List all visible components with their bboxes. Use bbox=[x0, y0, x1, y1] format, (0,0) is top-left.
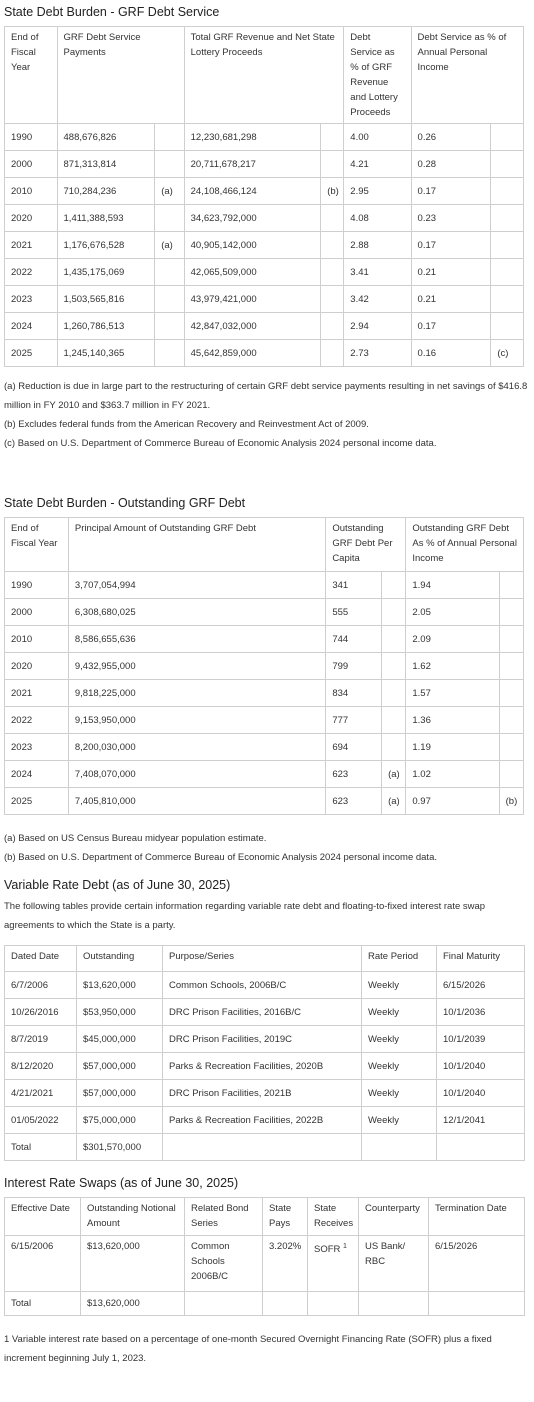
table-cell bbox=[321, 340, 344, 367]
table-cell: 871,313,814 bbox=[57, 151, 155, 178]
note-c: (c) Based on U.S. Department of Commerce Bureau of Economic Analysis 2024 personal income data. bbox=[4, 438, 437, 449]
table-cell bbox=[499, 626, 523, 653]
table-cell: 2000 bbox=[5, 151, 58, 178]
table-cell: 555 bbox=[326, 599, 382, 626]
table-cell: 20,711,678,217 bbox=[184, 151, 321, 178]
table-cell bbox=[155, 124, 184, 151]
table-cell bbox=[499, 680, 523, 707]
swaps-title: Interest Rate Swaps (as of June 30, 2025) bbox=[4, 1176, 239, 1190]
table-cell: 2024 bbox=[5, 761, 69, 788]
table-cell: 2024 bbox=[5, 313, 58, 340]
cell-termination-date: 6/15/2026 bbox=[429, 1236, 525, 1292]
table-cell bbox=[499, 707, 523, 734]
debt-service-notes bbox=[4, 377, 530, 453]
table-cell: $13,620,000 bbox=[77, 972, 163, 999]
table-cell: $45,000,000 bbox=[77, 1026, 163, 1053]
table-cell bbox=[491, 286, 524, 313]
table-cell: 2.95 bbox=[344, 178, 411, 205]
table-cell: 694 bbox=[326, 734, 382, 761]
header-fiscal-year: End of Fiscal Year bbox=[5, 518, 69, 572]
table-cell: 2022 bbox=[5, 707, 69, 734]
table-cell bbox=[491, 259, 524, 286]
table-cell: 2010 bbox=[5, 626, 69, 653]
cell-state-pays: 3.202% bbox=[263, 1236, 308, 1292]
table-cell: 10/1/2040 bbox=[437, 1053, 525, 1080]
table-cell: (c) bbox=[491, 340, 524, 367]
table-cell: 4.00 bbox=[344, 124, 411, 151]
header-effective-date: Effective Date bbox=[5, 1198, 81, 1236]
table-cell: 42,065,509,000 bbox=[184, 259, 321, 286]
table-row bbox=[5, 1134, 525, 1161]
table-cell: Weekly bbox=[362, 1080, 437, 1107]
table-cell bbox=[382, 626, 406, 653]
table-cell bbox=[499, 599, 523, 626]
header-principal: Principal Amount of Outstanding GRF Debt bbox=[68, 518, 325, 572]
table-cell bbox=[382, 680, 406, 707]
table-cell: 2021 bbox=[5, 232, 58, 259]
table-cell: 1.02 bbox=[406, 761, 499, 788]
table-cell: $301,570,000 bbox=[77, 1134, 163, 1161]
table-cell bbox=[155, 205, 184, 232]
table-cell bbox=[321, 151, 344, 178]
outstanding-title: State Debt Burden - Outstanding GRF Debt bbox=[4, 496, 246, 510]
table-row bbox=[5, 680, 524, 707]
table-cell: (a) bbox=[382, 761, 406, 788]
header-outstanding: Outstanding bbox=[77, 946, 163, 972]
outstanding-notes bbox=[4, 829, 530, 867]
note-b: (b) Based on U.S. Department of Commerce Bureau of Economic Analysis 2024 personal income data. bbox=[4, 852, 437, 863]
table-row bbox=[5, 653, 524, 680]
table-cell: 341 bbox=[326, 572, 382, 599]
table-cell: 1.57 bbox=[406, 680, 499, 707]
debt-service-header-row bbox=[5, 27, 524, 124]
header-fiscal-year: End of Fiscal Year bbox=[5, 27, 58, 124]
table-cell: 834 bbox=[326, 680, 382, 707]
table-cell bbox=[382, 734, 406, 761]
table-row bbox=[5, 972, 525, 999]
table-cell bbox=[499, 734, 523, 761]
table-cell: 0.17 bbox=[411, 178, 491, 205]
table-cell bbox=[382, 653, 406, 680]
cell-total-label: Total bbox=[5, 1292, 81, 1316]
table-row bbox=[5, 626, 524, 653]
table-cell: Parks & Recreation Facilities, 2022B bbox=[163, 1107, 362, 1134]
table-cell: 12/1/2041 bbox=[437, 1107, 525, 1134]
table-cell bbox=[491, 232, 524, 259]
table-cell: 2020 bbox=[5, 653, 69, 680]
cell-total-notional: $13,620,000 bbox=[81, 1292, 185, 1316]
table-cell: 2025 bbox=[5, 788, 69, 815]
table-cell: (b) bbox=[321, 178, 344, 205]
table-cell bbox=[321, 124, 344, 151]
table-cell: 0.21 bbox=[411, 286, 491, 313]
table-cell: 1.94 bbox=[406, 572, 499, 599]
swaps-footnote: 1 Variable interest rate based on a percentage of one-month Secured Overnight Financing Rate (SOFR) plus a fixed increment beginning July 1, 2023. bbox=[4, 1334, 492, 1364]
table-cell: 3,707,054,994 bbox=[68, 572, 325, 599]
table-cell: 0.26 bbox=[411, 124, 491, 151]
table-cell: Common Schools, 2006B/C bbox=[163, 972, 362, 999]
table-cell: 3.41 bbox=[344, 259, 411, 286]
table-row bbox=[5, 761, 524, 788]
header-counterparty: Counterparty bbox=[359, 1198, 429, 1236]
header-pct-income: Outstanding GRF Debt As % of Annual Personal Income bbox=[406, 518, 524, 572]
table-cell bbox=[155, 259, 184, 286]
cell-effective-date: 6/15/2006 bbox=[5, 1236, 81, 1292]
header-dated-date: Dated Date bbox=[5, 946, 77, 972]
table-cell: 9,432,955,000 bbox=[68, 653, 325, 680]
table-cell: 1.36 bbox=[406, 707, 499, 734]
table-cell: 2.94 bbox=[344, 313, 411, 340]
table-row bbox=[5, 707, 524, 734]
table-cell bbox=[155, 313, 184, 340]
table-cell: 43,979,421,000 bbox=[184, 286, 321, 313]
table-cell: 42,847,032,000 bbox=[184, 313, 321, 340]
footnote-marker: 1 bbox=[343, 1243, 347, 1250]
debt-service-table bbox=[4, 26, 524, 367]
swaps-table bbox=[4, 1197, 525, 1316]
table-cell: 0.16 bbox=[411, 340, 491, 367]
table-cell bbox=[155, 151, 184, 178]
table-cell: Parks & Recreation Facilities, 2020B bbox=[163, 1053, 362, 1080]
table-cell: 0.97 bbox=[406, 788, 499, 815]
table-cell: 8,200,030,000 bbox=[68, 734, 325, 761]
table-cell: 10/1/2039 bbox=[437, 1026, 525, 1053]
table-cell: 7,408,070,000 bbox=[68, 761, 325, 788]
table-cell: 10/26/2016 bbox=[5, 999, 77, 1026]
table-cell: 10/1/2036 bbox=[437, 999, 525, 1026]
header-termination-date: Termination Date bbox=[429, 1198, 525, 1236]
table-cell: DRC Prison Facilities, 2016B/C bbox=[163, 999, 362, 1026]
table-cell bbox=[491, 151, 524, 178]
table-cell: 01/05/2022 bbox=[5, 1107, 77, 1134]
table-cell: 6,308,680,025 bbox=[68, 599, 325, 626]
table-row bbox=[5, 788, 524, 815]
variable-rate-table bbox=[4, 945, 525, 1161]
table-cell: Weekly bbox=[362, 1053, 437, 1080]
table-cell bbox=[382, 707, 406, 734]
table-cell: 2023 bbox=[5, 286, 58, 313]
table-row bbox=[5, 124, 524, 151]
table-cell: 8/7/2019 bbox=[5, 1026, 77, 1053]
table-cell: $57,000,000 bbox=[77, 1080, 163, 1107]
header-purpose-series: Purpose/Series bbox=[163, 946, 362, 972]
table-row bbox=[5, 1080, 525, 1107]
header-notional: Outstanding Notional Amount bbox=[81, 1198, 185, 1236]
table-cell: 8,586,655,636 bbox=[68, 626, 325, 653]
table-cell: 0.23 bbox=[411, 205, 491, 232]
table-cell: 1,260,786,513 bbox=[57, 313, 155, 340]
table-row bbox=[5, 205, 524, 232]
table-cell: (a) bbox=[382, 788, 406, 815]
swaps-header-row bbox=[5, 1198, 525, 1236]
table-cell bbox=[321, 232, 344, 259]
table-cell: 2025 bbox=[5, 340, 58, 367]
table-cell: Weekly bbox=[362, 972, 437, 999]
table-cell bbox=[362, 1134, 437, 1161]
table-row bbox=[5, 178, 524, 205]
table-cell: Total bbox=[5, 1134, 77, 1161]
table-cell: $57,000,000 bbox=[77, 1053, 163, 1080]
table-cell: $75,000,000 bbox=[77, 1107, 163, 1134]
table-cell bbox=[499, 572, 523, 599]
table-cell: (a) bbox=[155, 232, 184, 259]
table-cell: 8/12/2020 bbox=[5, 1053, 77, 1080]
variable-rate-title: Variable Rate Debt (as of June 30, 2025) bbox=[4, 878, 231, 892]
cell-counterparty: US Bank/ RBC bbox=[359, 1236, 429, 1292]
table-cell: (b) bbox=[499, 788, 523, 815]
table-cell bbox=[499, 761, 523, 788]
table-cell: 12,230,681,298 bbox=[184, 124, 321, 151]
table-cell: 45,642,859,000 bbox=[184, 340, 321, 367]
table-cell: 1,503,565,816 bbox=[57, 286, 155, 313]
table-row bbox=[5, 151, 524, 178]
table-cell bbox=[321, 259, 344, 286]
table-cell bbox=[491, 205, 524, 232]
table-cell: 1,245,140,365 bbox=[57, 340, 155, 367]
table-cell: DRC Prison Facilities, 2021B bbox=[163, 1080, 362, 1107]
table-row bbox=[5, 313, 524, 340]
table-cell bbox=[321, 205, 344, 232]
table-cell: 2.88 bbox=[344, 232, 411, 259]
table-cell: 4.21 bbox=[344, 151, 411, 178]
table-row bbox=[5, 1236, 525, 1292]
table-row bbox=[5, 599, 524, 626]
table-cell: 4/21/2021 bbox=[5, 1080, 77, 1107]
table-cell: 2021 bbox=[5, 680, 69, 707]
cell-state-receives bbox=[308, 1236, 359, 1292]
table-cell: 6/15/2026 bbox=[437, 972, 525, 999]
table-cell bbox=[321, 286, 344, 313]
table-cell: 1.19 bbox=[406, 734, 499, 761]
table-row bbox=[5, 1053, 525, 1080]
table-cell: 2023 bbox=[5, 734, 69, 761]
note-b: (b) Excludes federal funds from the American Recovery and Reinvestment Act of 2009. bbox=[4, 419, 369, 430]
page bbox=[0, 4, 534, 1368]
table-cell bbox=[163, 1134, 362, 1161]
header-pct-income: Debt Service as % of Annual Personal Income bbox=[411, 27, 523, 124]
total-row bbox=[5, 1292, 525, 1316]
cell-related-series: Common Schools 2006B/C bbox=[185, 1236, 263, 1292]
header-debt-service-payments: GRF Debt Service Payments bbox=[57, 27, 184, 124]
table-cell: DRC Prison Facilities, 2019C bbox=[163, 1026, 362, 1053]
table-cell: 2.05 bbox=[406, 599, 499, 626]
table-cell: Weekly bbox=[362, 1107, 437, 1134]
table-cell: 2022 bbox=[5, 259, 58, 286]
header-pct-revenue: Debt Service as % of GRF Revenue and Lottery Proceeds bbox=[344, 27, 411, 124]
table-cell bbox=[382, 572, 406, 599]
variable-rate-intro: The following tables provide certain information regarding variable rate debt and floating-to-fixed interest rate swap agreements to which the State is a party. bbox=[4, 901, 486, 931]
table-cell: 4.08 bbox=[344, 205, 411, 232]
table-row bbox=[5, 340, 524, 367]
note-a: (a) Based on US Census Bureau midyear population estimate. bbox=[4, 833, 267, 844]
outstanding-body bbox=[5, 572, 524, 815]
table-row bbox=[5, 1107, 525, 1134]
table-cell: 10/1/2040 bbox=[437, 1080, 525, 1107]
variable-rate-body bbox=[5, 972, 525, 1161]
table-cell: 744 bbox=[326, 626, 382, 653]
table-cell: 7,405,810,000 bbox=[68, 788, 325, 815]
table-row bbox=[5, 1026, 525, 1053]
table-cell: 34,623,792,000 bbox=[184, 205, 321, 232]
outstanding-header-row bbox=[5, 518, 524, 572]
table-cell: 2.73 bbox=[344, 340, 411, 367]
note-a: (a) Reduction is due in large part to the restructuring of certain GRF debt service payments resulting in net savings of $416.8 million in FY 2010 and $363.7 million in FY 2021. bbox=[4, 381, 528, 411]
table-cell bbox=[491, 124, 524, 151]
table-cell bbox=[382, 599, 406, 626]
table-cell: 2.09 bbox=[406, 626, 499, 653]
table-cell: 40,905,142,000 bbox=[184, 232, 321, 259]
table-cell: 710,284,236 bbox=[57, 178, 155, 205]
table-cell bbox=[491, 313, 524, 340]
table-cell: 1990 bbox=[5, 124, 58, 151]
table-cell: 1,435,175,069 bbox=[57, 259, 155, 286]
table-cell: 6/7/2006 bbox=[5, 972, 77, 999]
debt-service-body bbox=[5, 124, 524, 367]
table-row bbox=[5, 572, 524, 599]
table-cell: 1,176,676,528 bbox=[57, 232, 155, 259]
table-cell bbox=[321, 313, 344, 340]
table-cell: 0.21 bbox=[411, 259, 491, 286]
table-cell bbox=[437, 1134, 525, 1161]
receives-text: SOFR bbox=[314, 1244, 341, 1256]
table-cell: Weekly bbox=[362, 1026, 437, 1053]
table-cell: 623 bbox=[326, 761, 382, 788]
table-cell: 0.17 bbox=[411, 313, 491, 340]
table-cell: $53,950,000 bbox=[77, 999, 163, 1026]
table-cell: 799 bbox=[326, 653, 382, 680]
table-cell: 2020 bbox=[5, 205, 58, 232]
table-row bbox=[5, 734, 524, 761]
header-per-capita: Outstanding GRF Debt Per Capita bbox=[326, 518, 406, 572]
header-state-pays: State Pays bbox=[263, 1198, 308, 1236]
debt-service-title: State Debt Burden - GRF Debt Service bbox=[4, 5, 220, 19]
table-cell bbox=[155, 340, 184, 367]
header-total-revenue: Total GRF Revenue and Net State Lottery Proceeds bbox=[184, 27, 344, 124]
table-cell bbox=[155, 286, 184, 313]
table-cell: 2010 bbox=[5, 178, 58, 205]
table-cell: 0.17 bbox=[411, 232, 491, 259]
table-cell: (a) bbox=[155, 178, 184, 205]
header-final-maturity: Final Maturity bbox=[437, 946, 525, 972]
table-cell bbox=[491, 178, 524, 205]
table-cell: 488,676,826 bbox=[57, 124, 155, 151]
table-cell: 1.62 bbox=[406, 653, 499, 680]
table-row bbox=[5, 259, 524, 286]
table-cell: 2000 bbox=[5, 599, 69, 626]
table-cell: 3.42 bbox=[344, 286, 411, 313]
table-row bbox=[5, 232, 524, 259]
table-cell bbox=[499, 653, 523, 680]
swaps-body bbox=[5, 1236, 525, 1316]
table-cell: 0.28 bbox=[411, 151, 491, 178]
table-row bbox=[5, 999, 525, 1026]
outstanding-table bbox=[4, 517, 524, 815]
cell-notional: $13,620,000 bbox=[81, 1236, 185, 1292]
table-cell: 9,153,950,000 bbox=[68, 707, 325, 734]
table-cell: 24,108,466,124 bbox=[184, 178, 321, 205]
table-cell: 1990 bbox=[5, 572, 69, 599]
table-cell: 9,818,225,000 bbox=[68, 680, 325, 707]
table-cell: 623 bbox=[326, 788, 382, 815]
table-cell: 777 bbox=[326, 707, 382, 734]
header-rate-period: Rate Period bbox=[362, 946, 437, 972]
table-cell: Weekly bbox=[362, 999, 437, 1026]
variable-rate-header-row bbox=[5, 946, 525, 972]
table-row bbox=[5, 286, 524, 313]
header-related-series: Related Bond Series bbox=[185, 1198, 263, 1236]
header-state-receives: State Receives bbox=[308, 1198, 359, 1236]
table-cell: 1,411,388,593 bbox=[57, 205, 155, 232]
